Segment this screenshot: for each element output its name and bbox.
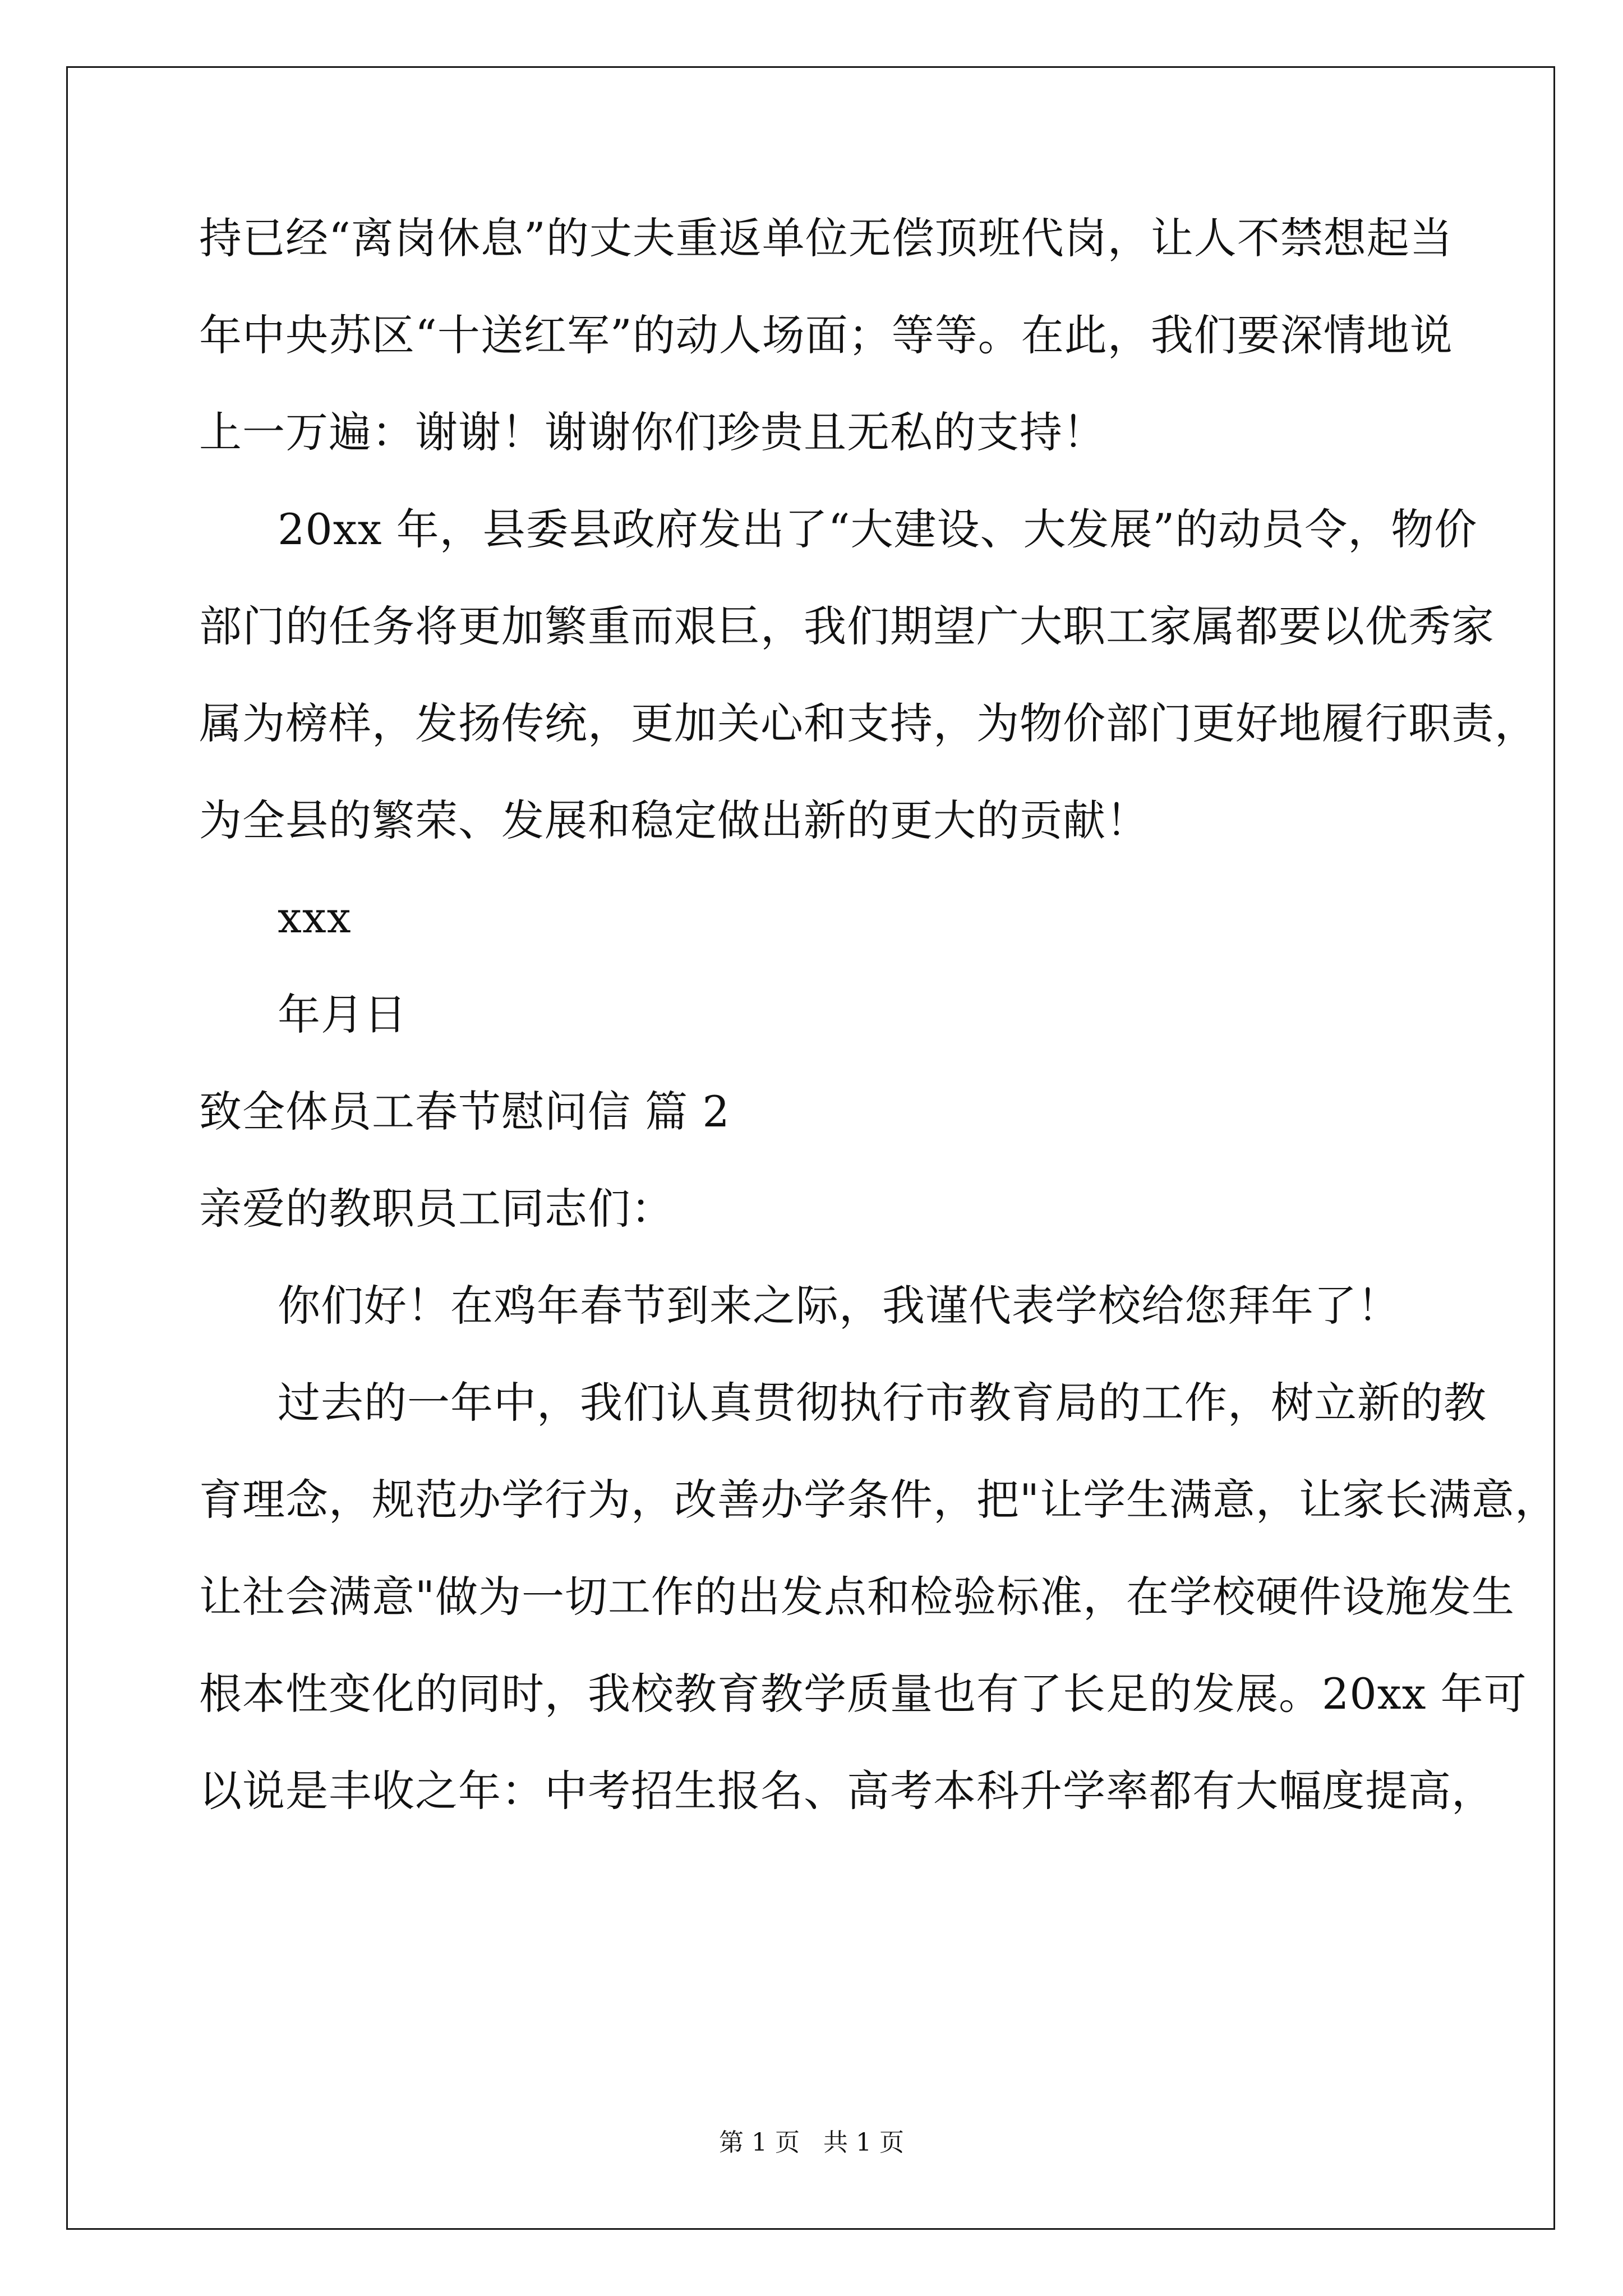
text-line: 让社会满意"做为一切工作的出发点和检验标准，在学校硬件设施发生 [199,1572,1515,1622]
text-line: 持已经“离岗休息”的丈夫重返单位无偿顶班代岗，让人不禁想起当 [199,213,1453,263]
salutation: 亲爱的教职员工同志们： [199,1184,674,1234]
text-line: 根本性变化的同时，我校教育教学质量也有了长足的发展。20xx 年可 [199,1669,1527,1719]
text-line: 为全县的繁荣、发展和稳定做出新的更大的贡献！ [199,795,1149,845]
page-number: 第 1 页 [719,2128,800,2157]
section-title: 致全体员工春节慰问信 篇 2 [199,1087,730,1137]
page-total: 共 1 页 [823,2128,904,2157]
signature-date: 年月日 [278,990,407,1039]
text-line: 属为榜样，发扬传统，更加关心和支持，为物价部门更好地履行职责， [199,698,1538,748]
text-line: 上一万遍：谢谢！谢谢你们珍贵且无私的支持！ [199,407,1106,457]
text-line: 年中央苏区“十送红军”的动人场面；等等。在此，我们要深情地说 [199,310,1453,360]
page-footer [0,2126,1623,2160]
text-line: 育理念，规范办学行为，改善办学条件，把"让学生满意，让家长满意， [199,1475,1558,1525]
text-line: 你们好！在鸡年春节到来之际，我谨代表学校给您拜年了！ [278,1281,1400,1331]
text-line: 以说是丰收之年：中考招生报名、高考本科升学率都有大幅度提高， [199,1766,1495,1816]
text-line: 20xx 年，县委县政府发出了“大建设、大发展”的动员令，物价 [278,504,1478,554]
text-line: 过去的一年中，我们认真贯彻执行市教育局的工作，树立新的教 [278,1378,1487,1428]
page-border [66,66,1555,2230]
signature-name: xxx [278,892,352,942]
text-line: 部门的任务将更加繁重而艰巨，我们期望广大职工家属都要以优秀家 [199,601,1495,651]
